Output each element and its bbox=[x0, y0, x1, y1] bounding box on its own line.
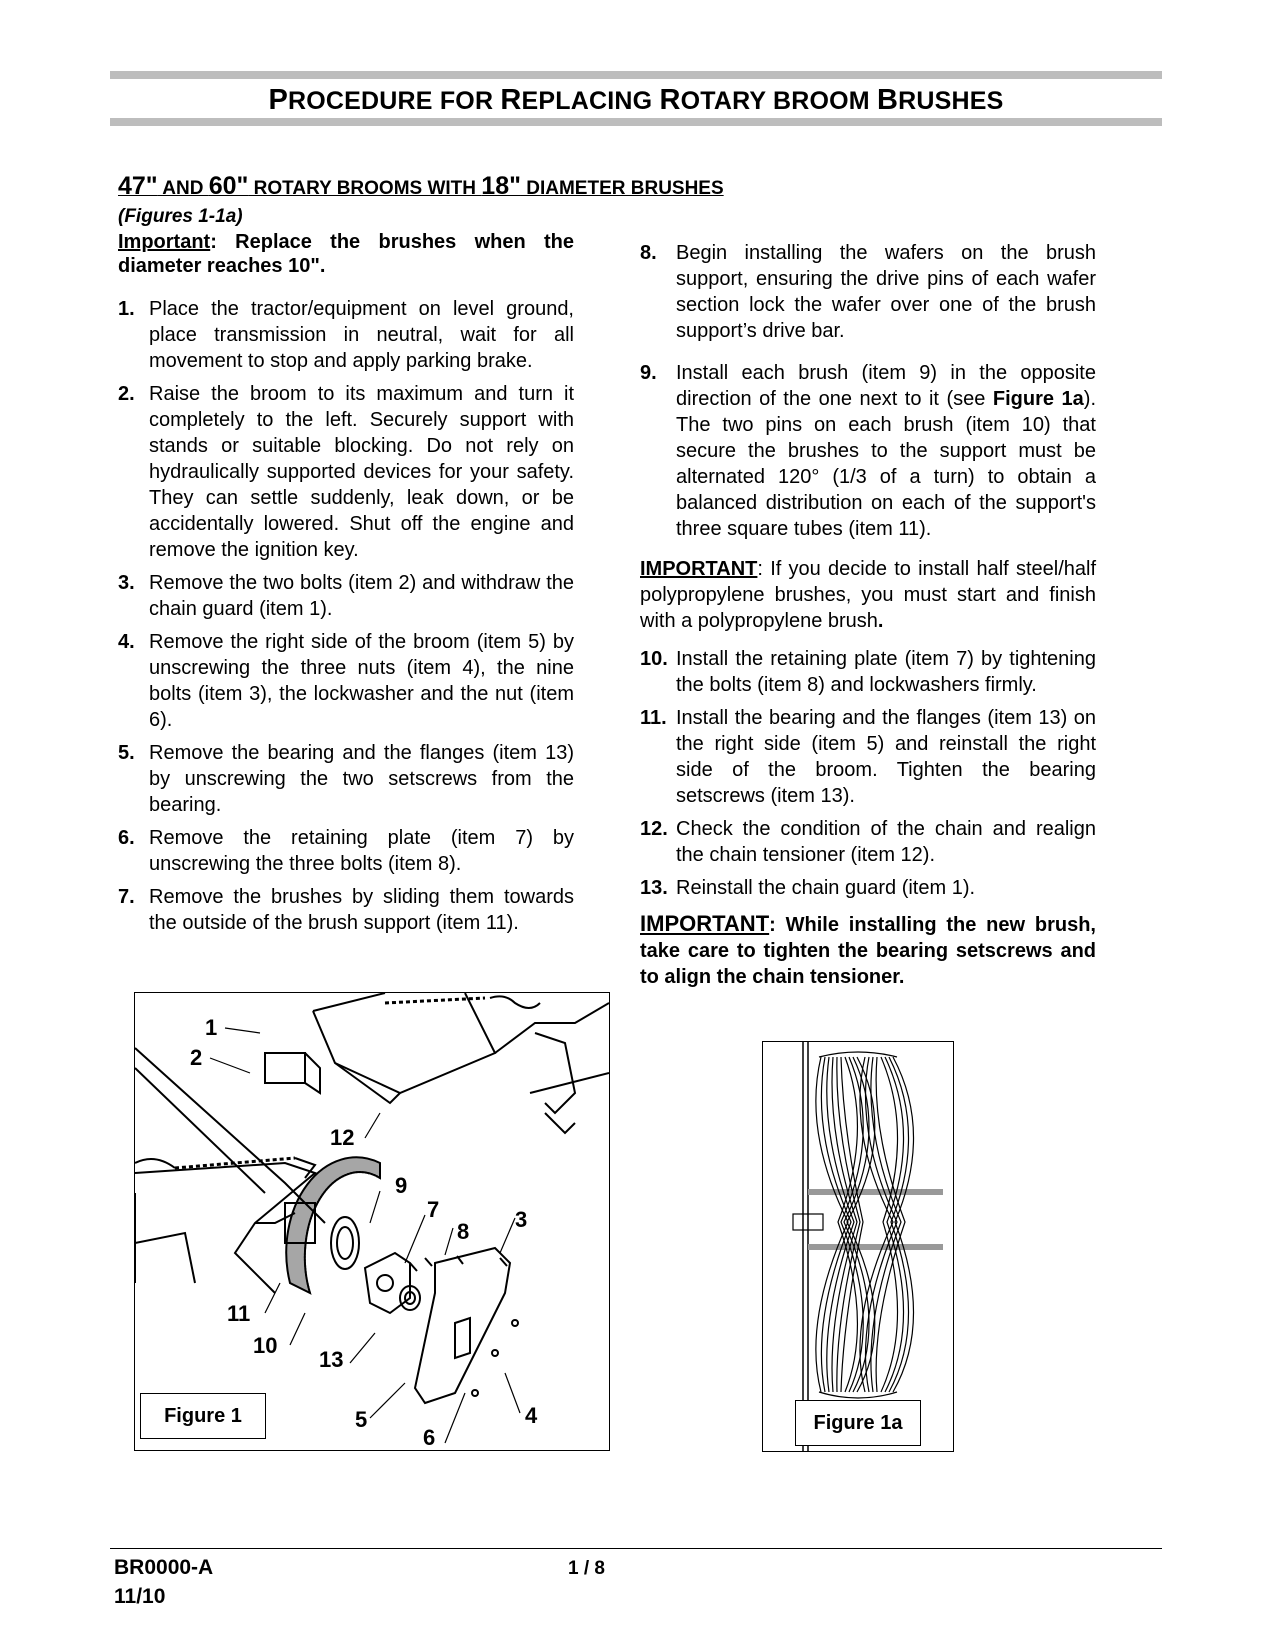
step-number: 2. bbox=[118, 383, 135, 405]
step-text: Check the condition of the chain and realign the chain tensioner (item 12). bbox=[676, 818, 1096, 866]
step-item bbox=[640, 705, 1096, 809]
figure-1a-drawing bbox=[763, 1042, 953, 1451]
left-column bbox=[118, 230, 574, 936]
step-item bbox=[640, 360, 1096, 542]
callout-4: 4 bbox=[525, 1403, 538, 1428]
step-item bbox=[640, 816, 1096, 868]
step-text: Install each brush (item 9) in the opposite direction of the one next to it (see Figure 1a). The two pins on each brush (item 10) that secure the brushes to the support must be alternated 120° (1/3 of a turn) to obtain a balanced distribution on each of the support's three square tubes (item 11). bbox=[676, 362, 1096, 540]
callout-10: 10 bbox=[253, 1333, 278, 1358]
step-item bbox=[640, 646, 1096, 698]
figure-1a-label: Figure 1a bbox=[795, 1400, 921, 1446]
step-number: 4. bbox=[118, 631, 135, 653]
step-text: Remove the right side of the broom (item 5) by unscrewing the three nuts (item 4), the nine bolts (item 3), the lockwasher and the nut (item 6). bbox=[149, 631, 574, 731]
step-number: 7. bbox=[118, 886, 135, 908]
step-item bbox=[118, 570, 574, 622]
important-note-3: IMPORTANT: While installing the new brush, take care to tighten the bearing setscrews and to align the chain tensioner. bbox=[640, 911, 1096, 988]
callout-8: 8 bbox=[457, 1219, 470, 1244]
important-note-2: IMPORTANT: If you decide to install half steel/half polypropylene brushes, you must start and finish with a polypropylene brush. bbox=[640, 558, 1096, 632]
step-item bbox=[118, 740, 574, 818]
important-note-1: Important: Replace the brushes when the diameter reaches 10". bbox=[118, 231, 574, 277]
step-item bbox=[640, 875, 1096, 901]
header-rule-bottom bbox=[110, 118, 1162, 126]
callout-9: 9 bbox=[395, 1173, 408, 1198]
step-number: 1. bbox=[118, 298, 135, 320]
figure-1a-frame bbox=[762, 1041, 954, 1452]
figure-1-drawing bbox=[135, 993, 609, 1450]
right-column bbox=[640, 240, 1096, 990]
callout-5: 5 bbox=[355, 1407, 368, 1432]
callout-3: 3 bbox=[515, 1207, 528, 1232]
step-text: Place the tractor/equipment on level ground, place transmission in neutral, wait for all movement to stop and apply parking brake. bbox=[149, 298, 574, 372]
figure-1-frame bbox=[134, 992, 610, 1451]
step-number: 9. bbox=[640, 362, 657, 384]
step-text: Install the retaining plate (item 7) by tightening the bolts (item 8) and lockwashers firmly. bbox=[676, 648, 1096, 696]
step-text: Remove the two bolts (item 2) and withdraw the chain guard (item 1). bbox=[149, 572, 574, 620]
figures-reference: (Figures 1-1a) bbox=[118, 206, 243, 227]
section-heading: 47" AND 60" ROTARY BROOMS WITH 18" DIAMETER BRUSHES bbox=[118, 172, 724, 200]
step-text: Begin installing the wafers on the brush support, ensuring the drive pins of each wafer section lock the wafer over one of the brush support’s drive bar. bbox=[676, 242, 1096, 342]
step-number: 8. bbox=[640, 242, 657, 264]
step-text: Remove the brushes by sliding them towards the outside of the brush support (item 11). bbox=[149, 886, 574, 934]
callout-7: 7 bbox=[427, 1197, 440, 1222]
footer-page-number: 1 / 8 bbox=[568, 1558, 605, 1579]
footer-rule bbox=[110, 1548, 1162, 1549]
step-number: 10. bbox=[640, 648, 668, 670]
step-text: Remove the bearing and the flanges (item 13) by unscrewing the two setscrews from the bearing. bbox=[149, 742, 574, 816]
header-rule-top bbox=[110, 71, 1162, 79]
callout-6: 6 bbox=[423, 1425, 436, 1450]
step-number: 3. bbox=[118, 572, 135, 594]
footer-doc-code: BR0000-A bbox=[114, 1556, 214, 1579]
step-item bbox=[640, 240, 1096, 344]
step-item bbox=[118, 884, 574, 936]
page-title: PROCEDURE FOR REPLACING ROTARY BROOM BRUSHES bbox=[268, 84, 1004, 116]
right-steps-list bbox=[640, 646, 1096, 901]
step-item bbox=[118, 296, 574, 374]
step-item bbox=[118, 381, 574, 563]
step-number: 12. bbox=[640, 818, 668, 840]
callout-13: 13 bbox=[319, 1347, 344, 1372]
callout-1: 1 bbox=[205, 1015, 218, 1040]
step-number: 11. bbox=[640, 707, 667, 729]
footer-date: 11/10 bbox=[114, 1585, 166, 1608]
callout-2: 2 bbox=[190, 1045, 203, 1070]
step-item bbox=[118, 825, 574, 877]
step-number: 13. bbox=[640, 877, 668, 899]
step-number: 6. bbox=[118, 827, 135, 849]
figure-1-label: Figure 1 bbox=[140, 1393, 266, 1439]
step-text: Raise the broom to its maximum and turn it completely to the left. Securely support with stands or suitable blocking. Do not rely on hydraulically supported devices for your safety. They can settle suddenly, leak down, or be accidentally lowered. Shut off the engine and remove the ignition key. bbox=[149, 383, 574, 561]
step-text: Reinstall the chain guard (item 1). bbox=[676, 877, 976, 899]
callout-11: 11 bbox=[227, 1301, 251, 1326]
callout-12: 12 bbox=[330, 1125, 355, 1150]
step-item bbox=[118, 629, 574, 733]
step-number: 5. bbox=[118, 742, 135, 764]
step-text: Install the bearing and the flanges (item 13) on the right side (item 5) and reinstall the right side of the broom. Tighten the bearing setscrews (item 13). bbox=[676, 707, 1096, 807]
step-text: Remove the retaining plate (item 7) by unscrewing the three bolts (item 8). bbox=[149, 827, 574, 875]
left-steps-list bbox=[118, 296, 574, 936]
